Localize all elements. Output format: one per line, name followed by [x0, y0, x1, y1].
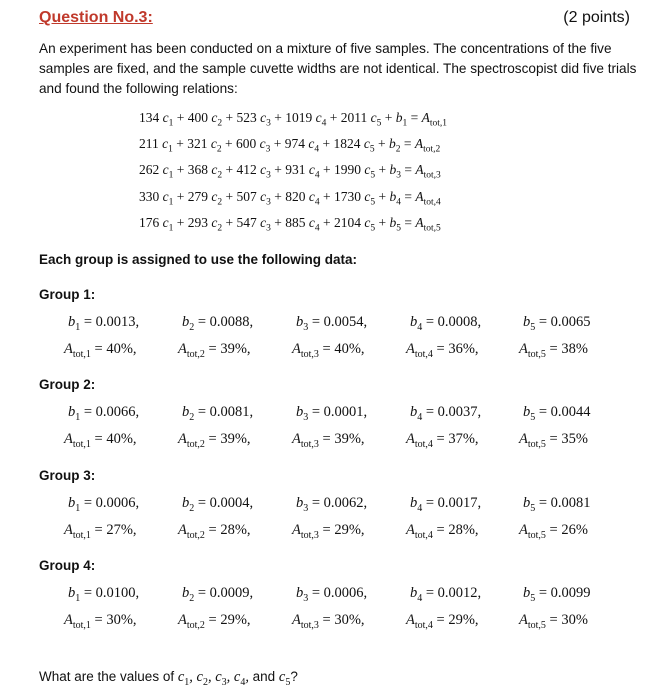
equation-a-term: $A_{tot,1}$	[421, 110, 448, 129]
b-value: $b_3 = 0.0062$,	[296, 495, 368, 514]
b-value: $b_2 = 0.0009$,	[182, 585, 254, 604]
equation-term: 211 $c_1$	[139, 136, 173, 155]
equation-term: 974 $c_4$	[284, 136, 320, 155]
a-total-value: $A_{tot,3} = 30\%$,	[292, 612, 365, 631]
question-and: and	[252, 669, 276, 684]
c-variables: $c_1$, $c_2$, $c_3$, $c_4$,	[177, 669, 253, 688]
equation-term: 507 $c_3$	[236, 188, 271, 208]
c5-variable: $c_5$	[278, 669, 291, 688]
b-value: $b_5 = 0.0099$	[523, 585, 591, 604]
equation-term: 1730 $c_5$	[334, 188, 376, 208]
b-value: $b_1 = 0.0006$,	[68, 495, 140, 514]
b-value: $b_1 = 0.0066$,	[68, 404, 140, 423]
equation-row: 330 $c_1 + 279$ $c_2 + 507$ $c_3 + 820$ $c_4 + 1730$ $c_5 + b_4 = A_{tot,4}$	[139, 188, 441, 208]
a-total-value: $A_{tot,4} = 28\%$,	[406, 522, 479, 541]
a-total-value: $A_{tot,3} = 39\%$,	[292, 431, 365, 450]
equation-a-term: $A_{tot,5}$	[415, 214, 441, 234]
intro-paragraph: An experiment has been conducted on a mixture of five samples. The concentrations of the five samples are fixed, and the sample cuvette widths are not identical. The spectroscopist did five trials and found the following relations:	[39, 41, 637, 96]
equation-row: 211 $c_1 + 321$ $c_2 + 600$ $c_3 + 974$ $c_4 + 1824$ $c_5 + b_2 = A_{tot,2}$	[139, 136, 441, 155]
question-prefix: What are the values of	[39, 669, 175, 684]
equation-term: 820 $c_4$	[285, 188, 320, 208]
equation-system	[139, 108, 447, 239]
final-question	[39, 669, 298, 688]
a-total-value: $A_{tot,2} = 39\%$,	[178, 431, 251, 450]
equation-row: 262 $c_1 + 368$ $c_2 + 412$ $c_3 + 931$ $c_4 + 1990$ $c_5 + b_3 = A_{tot,3}$	[139, 162, 441, 182]
equation-term: 1824 $c_5$	[333, 136, 375, 155]
a-total-value: $A_{tot,1} = 40\%$,	[64, 431, 137, 450]
a-total-value: $A_{tot,1} = 40\%$,	[64, 341, 137, 360]
equation-term: 321 $c_2$	[187, 136, 222, 155]
b-value: $b_4 = 0.0017$,	[410, 495, 482, 514]
equation-row: 134 $c_1 + 400$ $c_2 + 523$ $c_3 + 1019$ $c_4 + 2011$ $c_5 + b_1 = A_{tot,1}$	[139, 110, 448, 129]
b-value: $b_5 = 0.0065$	[523, 314, 591, 333]
equation-term: 547 $c_3$	[236, 214, 271, 234]
b-value: $b_1 = 0.0100$,	[68, 585, 140, 604]
groups-heading: Each group is assigned to use the following data:	[39, 252, 358, 267]
equation-b-term: $b_4$	[389, 188, 401, 208]
equation-term: 176 $c_1$	[139, 214, 174, 234]
a-total-value: $A_{tot,5} = 26\%$	[519, 522, 588, 541]
equation-term: 293 $c_2$	[187, 214, 223, 234]
a-total-value: $A_{tot,4} = 29\%$,	[406, 612, 479, 631]
equation-term: 412 $c_3$	[236, 162, 271, 182]
equation-row: 176 $c_1 + 293$ $c_2 + 547$ $c_3 + 885$ $c_4 + 2104$ $c_5 + b_5 = A_{tot,5}$	[139, 214, 441, 234]
equation-term: 368 $c_2$	[187, 162, 223, 182]
equation-a-term: $A_{tot,3}$	[415, 162, 441, 182]
group-label: Group 1:	[39, 287, 96, 302]
equation-term: 1990 $c_5$	[334, 162, 376, 182]
group-label: Group 2:	[39, 377, 96, 392]
b-value: $b_3 = 0.0054$,	[296, 314, 368, 333]
b-value: $b_4 = 0.0037$,	[410, 404, 482, 423]
b-value: $b_2 = 0.0088$,	[182, 314, 254, 333]
equation-term: 931 $c_4$	[285, 162, 320, 182]
a-total-value: $A_{tot,5} = 35\%$	[519, 431, 588, 450]
equation-b-term: $b_1$	[395, 110, 408, 129]
b-value: $b_5 = 0.0081$	[523, 495, 591, 514]
b-value: $b_4 = 0.0012$,	[410, 585, 482, 604]
a-total-value: $A_{tot,3} = 40\%$,	[292, 341, 365, 360]
equation-term: 2011 $c_5$	[340, 110, 382, 129]
equation-a-term: $A_{tot,4}$	[415, 188, 441, 208]
a-total-value: $A_{tot,5} = 38\%$	[519, 341, 588, 360]
equation-b-term: $b_2$	[389, 136, 401, 155]
question-title: Question No.3:	[39, 9, 153, 26]
group-label: Group 3:	[39, 468, 96, 483]
equation-term: 330 $c_1$	[139, 188, 174, 208]
b-value: $b_2 = 0.0081$,	[182, 404, 254, 423]
a-total-value: $A_{tot,4} = 36\%$,	[406, 341, 479, 360]
a-total-value: $A_{tot,1} = 30\%$,	[64, 612, 137, 631]
equation-term: 523 $c_3$	[236, 110, 271, 129]
equation-term: 1019 $c_4$	[285, 110, 327, 129]
equation-a-term: $A_{tot,2}$	[414, 136, 441, 155]
a-total-value: $A_{tot,3} = 29\%$,	[292, 522, 365, 541]
b-value: $b_2 = 0.0004$,	[182, 495, 254, 514]
a-total-value: $A_{tot,4} = 37\%$,	[406, 431, 479, 450]
question-suffix: ?	[290, 669, 298, 684]
a-total-value: $A_{tot,1} = 27\%$,	[64, 522, 137, 541]
a-total-value: $A_{tot,2} = 39\%$,	[178, 341, 251, 360]
b-value: $b_3 = 0.0006$,	[296, 585, 368, 604]
b-value: $b_3 = 0.0001$,	[296, 404, 368, 423]
equation-term: 600 $c_3$	[236, 136, 271, 155]
equation-term: 400 $c_2$	[187, 110, 223, 129]
b-value: $b_1 = 0.0013$,	[68, 314, 140, 333]
group-label: Group 4:	[39, 558, 96, 573]
equation-term: 262 $c_1$	[139, 162, 174, 182]
equation-b-term: $b_3$	[389, 162, 401, 182]
equation-term: 2104 $c_5$	[334, 214, 376, 234]
equation-term: 279 $c_2$	[187, 188, 223, 208]
equation-term: 885 $c_4$	[285, 214, 320, 234]
equation-term: 134 $c_1$	[139, 110, 174, 129]
b-value: $b_4 = 0.0008$,	[410, 314, 482, 333]
a-total-value: $A_{tot,5} = 30\%$	[519, 612, 588, 631]
points-label: (2 points)	[563, 9, 630, 26]
b-value: $b_5 = 0.0044$	[523, 404, 591, 423]
equation-b-term: $b_5$	[389, 214, 401, 234]
a-total-value: $A_{tot,2} = 29\%$,	[178, 612, 251, 631]
a-total-value: $A_{tot,2} = 28\%$,	[178, 522, 251, 541]
